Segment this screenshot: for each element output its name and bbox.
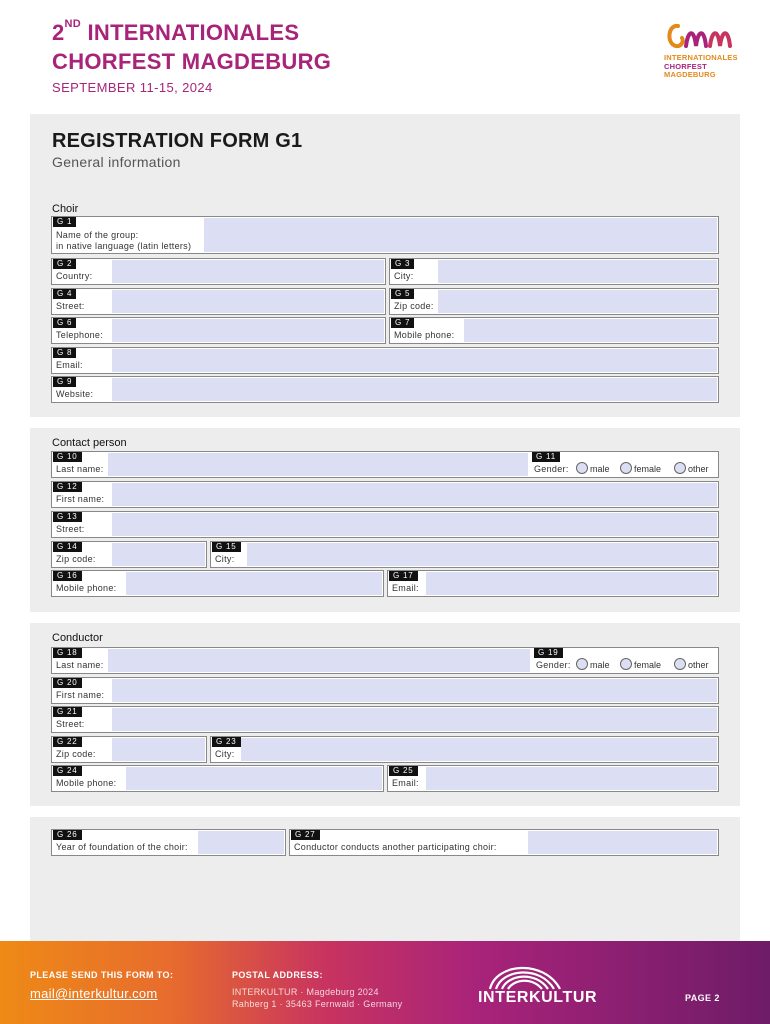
zip-code-field (389, 288, 719, 315)
contact-zip-field (51, 541, 207, 568)
field-code: G 26 (53, 830, 82, 840)
field-code: G 8 (53, 348, 76, 358)
field-label: Year of foundation of the choir: (56, 842, 188, 852)
field-code: G 2 (53, 259, 76, 269)
radio-other[interactable] (674, 658, 686, 670)
radio-label: other (688, 464, 709, 474)
contact-city-input[interactable] (247, 543, 717, 566)
field-code: G 19 (534, 648, 563, 658)
field-label: Zip code: (56, 554, 96, 564)
conductor-city-field (210, 736, 719, 763)
contact-street-input[interactable] (112, 513, 717, 536)
logo-line: MAGDEBURG (664, 70, 716, 79)
conductor-panel (30, 623, 740, 806)
logo-line: INTERNATIONALES (664, 53, 738, 62)
send-label: PLEASE SEND THIS FORM TO: (30, 970, 174, 980)
country-field (51, 258, 386, 285)
mobile-phone-field (389, 317, 719, 344)
conductor-first-name-input[interactable] (112, 679, 717, 702)
field-label: City: (215, 554, 235, 564)
city-input[interactable] (438, 260, 717, 283)
field-code: G 11 (532, 452, 560, 462)
brand-name: INTERKULTUR (478, 989, 598, 1006)
gender-label: Gender: (534, 464, 569, 474)
field-code: G 23 (212, 737, 241, 747)
zip-code-input[interactable] (438, 290, 717, 313)
conductor-mobile-input[interactable] (126, 767, 382, 790)
conductor-street-field (51, 706, 719, 733)
website-input[interactable] (112, 378, 717, 401)
contact-first-name-field (51, 481, 719, 508)
field-label: Mobile phone: (394, 330, 455, 340)
conductor-last-name-field (51, 647, 719, 674)
field-label: First name: (56, 690, 105, 700)
field-code: G 18 (53, 648, 82, 658)
field-label: Zip code: (394, 301, 434, 311)
email-link[interactable]: mail@interkultur.com (30, 986, 158, 1001)
form-title: REGISTRATION FORM G1 (52, 130, 303, 152)
radio-label: female (634, 464, 662, 474)
conductor-mobile-field (51, 765, 384, 792)
field-code: G 17 (389, 571, 418, 581)
section-title-conductor: Conductor (52, 632, 103, 644)
field-label: in native language (latin letters) (56, 241, 192, 251)
radio-other[interactable] (674, 462, 686, 474)
logo-line: CHORFEST (664, 61, 707, 71)
field-label: First name: (56, 494, 105, 504)
contact-mobile-input[interactable] (126, 572, 382, 595)
conductor-city-input[interactable] (241, 738, 717, 761)
group-name-input[interactable] (204, 218, 717, 252)
email-field (51, 347, 719, 374)
field-code: G 9 (53, 377, 76, 387)
field-code: G 20 (53, 678, 82, 688)
page-number: PAGE 2 (685, 993, 720, 1003)
field-label: Email: (56, 360, 83, 370)
field-code: G 14 (53, 542, 82, 552)
field-label: Conductor conducts another participating choir: (294, 842, 497, 852)
address-line: INTERKULTUR · Magdeburg 2024 (232, 987, 379, 997)
country-input[interactable] (112, 260, 384, 283)
field-label: Country: (56, 271, 93, 281)
chorfest-logo (664, 20, 744, 82)
radio-male[interactable] (576, 462, 588, 474)
field-label: Mobile phone: (56, 778, 117, 788)
field-code: G 21 (53, 707, 82, 717)
contact-city-field (210, 541, 719, 568)
contact-last-name-input[interactable] (108, 453, 528, 476)
field-code: G 7 (391, 318, 414, 328)
event-title: 2ND INTERNATIONALES CHORFEST MAGDEBURG (52, 18, 332, 74)
other-choir-field (289, 829, 719, 856)
field-label: Email: (392, 778, 419, 788)
field-code: G 15 (212, 542, 241, 552)
field-code: G 22 (53, 737, 82, 747)
field-label: Zip code: (56, 749, 96, 759)
conductor-street-input[interactable] (112, 708, 717, 731)
extra-panel (30, 817, 740, 941)
field-code: G 27 (291, 830, 320, 840)
contact-email-field (387, 570, 719, 597)
radio-female[interactable] (620, 658, 632, 670)
conductor-zip-field (51, 736, 207, 763)
email-input[interactable] (112, 349, 717, 372)
field-code: G 24 (53, 766, 82, 776)
form-subtitle: General information (52, 154, 181, 170)
radio-female[interactable] (620, 462, 632, 474)
gender-label: Gender: (536, 660, 571, 670)
website-field (51, 376, 719, 403)
group-name-field (51, 216, 719, 254)
field-label: Telephone: (56, 330, 104, 340)
conductor-zip-input[interactable] (112, 738, 205, 761)
street-field (51, 288, 386, 315)
field-label: City: (394, 271, 414, 281)
chorfest-logo-mark-icon (664, 20, 744, 54)
contact-email-input[interactable] (426, 572, 717, 595)
contact-mobile-field (51, 570, 384, 597)
field-code: G 5 (391, 289, 414, 299)
postal-label: POSTAL ADDRESS: (232, 970, 323, 980)
footer (0, 941, 770, 1024)
city-field (389, 258, 719, 285)
conductor-email-input[interactable] (426, 767, 717, 790)
address-line: Rahberg 1 · 35463 Fernwald · Germany (232, 999, 403, 1009)
field-label: Street: (56, 301, 85, 311)
field-code: G 13 (53, 512, 82, 522)
field-code: G 4 (53, 289, 76, 299)
contact-street-field (51, 511, 719, 538)
field-code: G 1 (53, 217, 76, 227)
radio-label: other (688, 660, 709, 670)
conductor-last-name-input[interactable] (108, 649, 530, 672)
field-code: G 16 (53, 571, 82, 581)
field-label: Street: (56, 719, 85, 729)
interkultur-logo (478, 959, 618, 1009)
foundation-year-input[interactable] (198, 831, 284, 854)
contact-panel (30, 428, 740, 612)
radio-label: male (590, 660, 610, 670)
telephone-input[interactable] (112, 319, 384, 342)
field-label: Name of the group: (56, 230, 139, 240)
field-code: G 3 (391, 259, 414, 269)
postal-address (232, 986, 402, 1010)
field-label: Mobile phone: (56, 583, 117, 593)
field-label: Website: (56, 389, 94, 399)
contact-first-name-input[interactable] (112, 483, 717, 506)
radio-label: female (634, 660, 662, 670)
choir-panel (30, 114, 740, 417)
telephone-field (51, 317, 386, 344)
event-date: SEPTEMBER 11-15, 2024 (52, 80, 213, 95)
field-label: Last name: (56, 464, 104, 474)
street-input[interactable] (112, 290, 384, 313)
contact-last-name-field (51, 451, 719, 478)
section-title-contact: Contact person (52, 437, 127, 449)
conductor-email-field (387, 765, 719, 792)
field-label: City: (215, 749, 235, 759)
field-code: G 12 (53, 482, 82, 492)
foundation-year-field (51, 829, 286, 856)
radio-male[interactable] (576, 658, 588, 670)
field-code: G 25 (389, 766, 418, 776)
field-label: Street: (56, 524, 85, 534)
field-code: G 10 (53, 452, 82, 462)
contact-zip-input[interactable] (112, 543, 205, 566)
field-code: G 6 (53, 318, 76, 328)
interkultur-arc-icon (482, 959, 572, 991)
section-title-choir: Choir (52, 203, 79, 215)
radio-label: male (590, 464, 610, 474)
conductor-first-name-field (51, 677, 719, 704)
other-choir-input[interactable] (528, 831, 717, 854)
field-label: Email: (392, 583, 419, 593)
field-label: Last name: (56, 660, 104, 670)
mobile-phone-input[interactable] (464, 319, 717, 342)
